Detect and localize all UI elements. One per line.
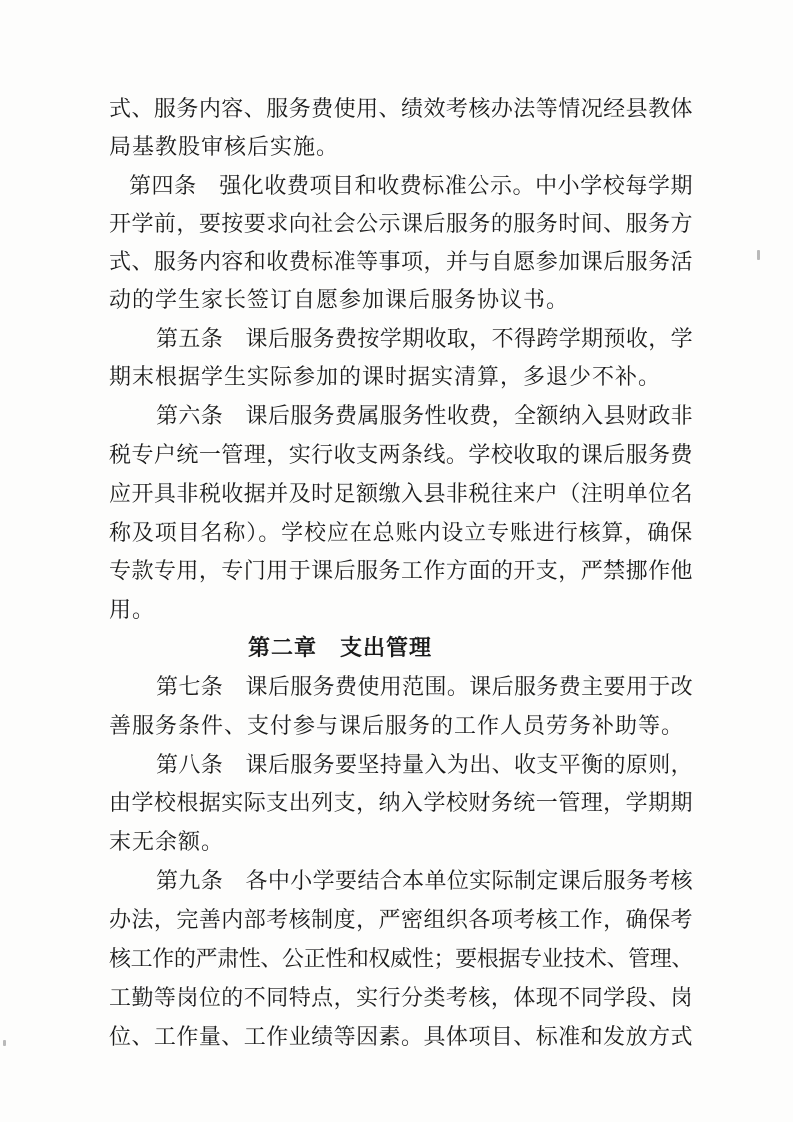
article-9-first-line: 第九条 各中小学要结合本单位实际制定课后服务考核 bbox=[156, 869, 694, 894]
paragraph-line: 称及项目名称）。学校应在总账内设立专账进行核算，确保 bbox=[109, 521, 694, 546]
paragraph-line: 开学前，要按要求向社会公示课后服务的服务时间、服务方 bbox=[109, 212, 694, 237]
paragraph-line: 动的学生家长签订自愿参加课后服务协议书。 bbox=[109, 288, 570, 313]
article-7-first-line: 第七条 课后服务费使用范围。课后服务费主要用于改 bbox=[156, 675, 694, 700]
paragraph-line: 工勤等岗位的不同特点，实行分类考核，体现不同学段、岗 bbox=[109, 986, 694, 1011]
paragraph-line: 式、服务内容、服务费使用、绩效考核办法等情况经县教体 bbox=[109, 97, 694, 122]
scan-speck bbox=[757, 250, 760, 260]
article-4-first-line: 第四条 强化收费项目和收费标准公示。中小学校每学期 bbox=[129, 174, 694, 199]
chapter-heading: 第二章 支出管理 bbox=[248, 636, 433, 661]
paragraph-line: 应开具非税收据并及时足额缴入县非税往来户（注明单位名 bbox=[109, 482, 694, 507]
article-5-first-line: 第五条 课后服务费按学期收取，不得跨学期预收，学 bbox=[156, 327, 694, 352]
paragraph-line: 专款专用，专门用于课后服务工作方面的开支，严禁挪作他 bbox=[109, 559, 694, 584]
scan-speck bbox=[3, 1040, 6, 1046]
paragraph-line: 由学校根据实际支出列支，纳入学校财务统一管理，学期期 bbox=[109, 791, 694, 816]
paragraph-line: 局基教股审核后实施。 bbox=[109, 135, 340, 160]
paragraph-line: 末无余额。 bbox=[109, 830, 225, 855]
paragraph-line: 办法，完善内部考核制度，严密组织各项考核工作，确保考 bbox=[109, 908, 694, 933]
paragraph-line: 位、工作量、工作业绩等因素。具体项目、标准和发放方式 bbox=[109, 1025, 694, 1050]
paragraph-line: 用。 bbox=[109, 598, 156, 623]
paragraph-line: 核工作的严肃性、公正性和权威性；要根据专业技术、管理、 bbox=[109, 947, 694, 972]
article-8-first-line: 第八条 课后服务要坚持量入为出、收支平衡的原则， bbox=[156, 753, 694, 778]
paragraph-line: 善服务条件、支付参与课后服务的工作人员劳务补助等。 bbox=[109, 714, 685, 739]
paragraph-line: 期末根据学生实际参加的课时据实清算，多退少不补。 bbox=[109, 365, 662, 390]
paragraph-line: 税专户统一管理，实行收支两条线。学校收取的课后服务费 bbox=[109, 443, 694, 468]
paragraph-line: 式、服务内容和收费标准等事项，并与自愿参加课后服务活 bbox=[109, 250, 694, 275]
article-6-first-line: 第六条 课后服务费属服务性收费，全额纳入县财政非 bbox=[156, 404, 694, 429]
